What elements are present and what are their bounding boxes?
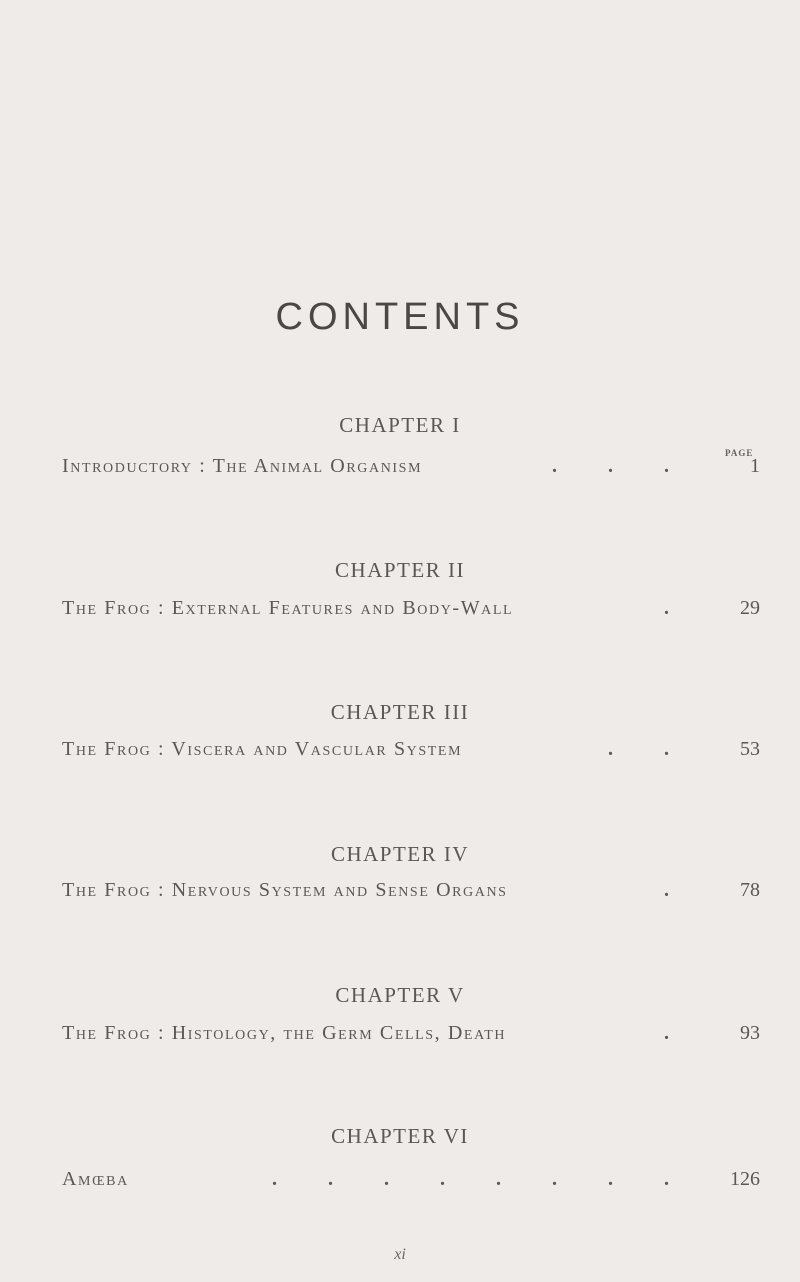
- toc-entry[interactable]: [62, 455, 760, 485]
- toc-leader-dots: . . . . . . . .: [272, 1168, 692, 1190]
- toc-entry-title: Introductory : The Animal Organism: [62, 455, 423, 477]
- toc-leader-dots: .: [664, 879, 692, 901]
- toc-entry[interactable]: [62, 1022, 760, 1052]
- toc-page-number: 53: [740, 738, 760, 760]
- page-folio: xi: [394, 1246, 406, 1263]
- chapter-heading: CHAPTER VI: [331, 1124, 469, 1148]
- toc-leader-dots: .: [664, 597, 692, 619]
- toc-entry[interactable]: [62, 597, 760, 627]
- toc-entry-title: The Frog : Viscera and Vascular System: [62, 738, 463, 760]
- toc-entry-title: Amœba: [62, 1168, 129, 1190]
- toc-entry-title: The Frog : External Features and Body-Wall: [62, 597, 514, 619]
- toc-entry-title: The Frog : Histology, the Germ Cells, Death: [62, 1022, 507, 1044]
- toc-entry[interactable]: [62, 738, 760, 768]
- chapter-heading: CHAPTER I: [339, 413, 461, 437]
- toc-page-number: 1: [750, 455, 760, 477]
- chapter-heading: CHAPTER V: [335, 983, 465, 1007]
- page-title: CONTENTS: [275, 296, 525, 338]
- chapter-heading: CHAPTER IV: [330, 842, 470, 866]
- toc-entry[interactable]: [62, 879, 760, 909]
- chapter-heading: CHAPTER II: [335, 558, 465, 582]
- toc-page-number: 126: [730, 1168, 760, 1190]
- toc-leader-dots: .: [664, 1022, 692, 1044]
- page-column-label: PAGE: [725, 448, 754, 458]
- toc-page-number: 93: [740, 1022, 760, 1044]
- toc-entry-title: The Frog : Nervous System and Sense Organs: [62, 879, 508, 901]
- toc-entry[interactable]: [62, 1168, 760, 1198]
- chapter-heading: CHAPTER III: [330, 700, 470, 724]
- toc-leader-dots: . . .: [552, 455, 692, 477]
- toc-page-number: 29: [740, 597, 760, 619]
- toc-leader-dots: . .: [608, 738, 692, 760]
- toc-page-number: 78: [740, 879, 760, 901]
